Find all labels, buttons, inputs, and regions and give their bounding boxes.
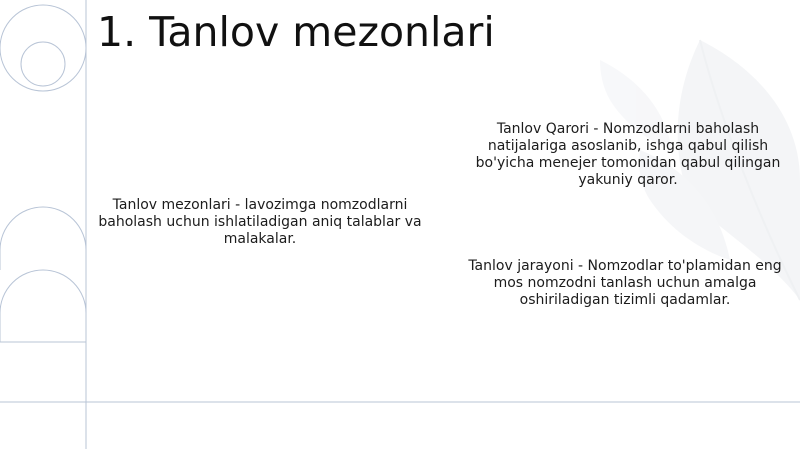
text-block-tanlov-qarori: Tanlov Qarori - Nomzodlarni baholash natijalariga asoslanib, ishga qabul qilish bo'yicha menejer tomonidan qabul qilingan yakuniy qaror. [475, 121, 781, 188]
large-circle-outline [0, 5, 86, 91]
text-block-tanlov-jarayoni: Tanlov jarayoni - Nomzodlar to'plamidan eng mos nomzodni tanlash uchun amalga oshiriladigan tizimli qadamlar. [468, 258, 782, 308]
upper-arch [0, 207, 86, 270]
lower-arch [0, 270, 86, 342]
slide-title: 1. Tanlov mezonlari [97, 8, 495, 56]
text-block-tanlov-mezonlari: Tanlov mezonlari - lavozimga nomzodlarni baholash uchun ishlatiladigan aniq talablar va malakalar. [98, 197, 422, 247]
small-circle-outline [21, 42, 65, 86]
